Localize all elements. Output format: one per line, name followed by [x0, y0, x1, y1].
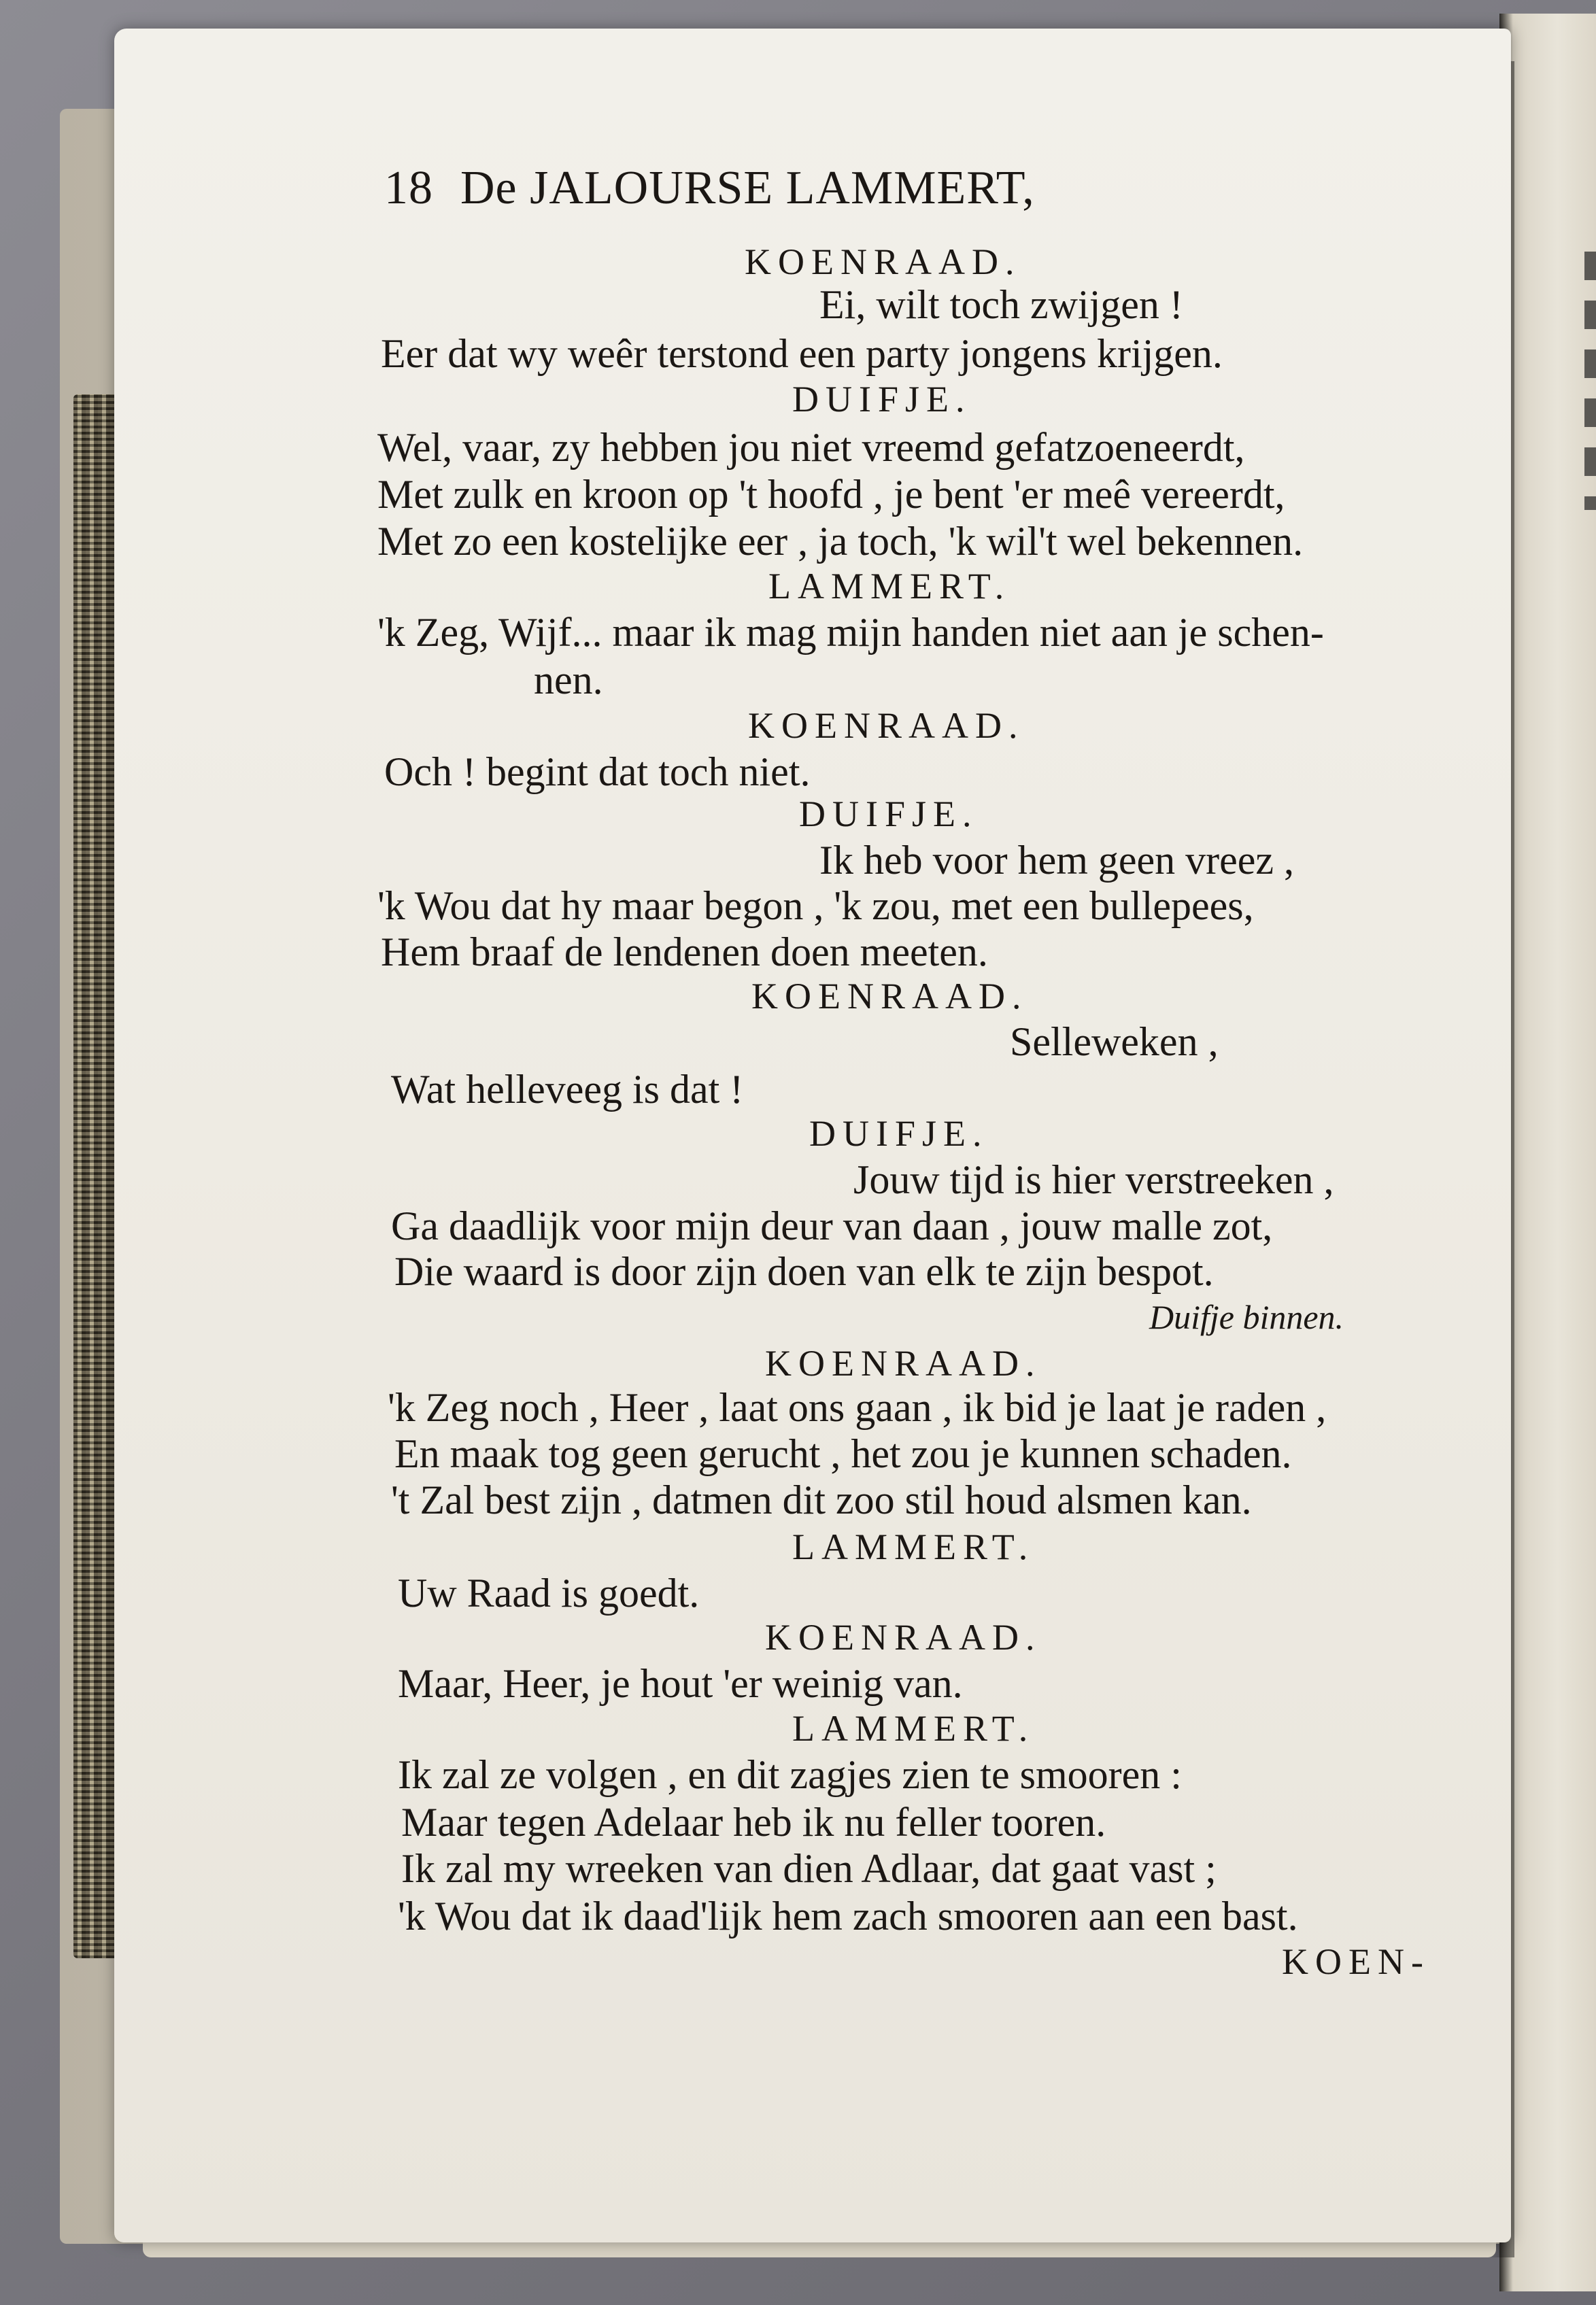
verse-line: Ei, wilt toch zwijgen !	[819, 282, 1183, 327]
verse-line: Ik zal my wreeken van dien Adlaar, dat gaat vast ;	[401, 1846, 1217, 1891]
verse-line: Met zo een kostelijke eer , ja toch, 'k wil't wel bekennen.	[377, 519, 1304, 564]
verse-line: Selleweken ,	[1010, 1019, 1219, 1064]
running-title: De JALOURSE LAMMERT,	[460, 162, 1035, 214]
verse-line: 't Zal best zijn , datmen dit zoo stil houd alsmen kan.	[391, 1478, 1252, 1522]
verse-line: Maar tegen Adelaar heb ik nu feller tooren.	[401, 1800, 1106, 1845]
speaker-duifje: DUIFJE.	[799, 793, 979, 834]
verse-line: Maar, Heer, je hout 'er weinig van.	[398, 1661, 963, 1706]
verse-line: 'k Wou dat hy maar begon , 'k zou, met een bullepees,	[377, 883, 1254, 928]
verse-line: 'k Zeg, Wijf... maar ik mag mijn handen niet aan je schen-	[377, 610, 1324, 655]
verse-line: Och ! begint dat toch niet.	[384, 749, 811, 794]
verse-line: Ga daadlijk voor mijn deur van daan , jouw malle zot,	[391, 1203, 1273, 1248]
verse-line: Die waard is door zijn doen van elk te zijn bespot.	[394, 1249, 1214, 1294]
speaker-koenraad: KOENRAAD.	[765, 1617, 1042, 1658]
facing-page-text-fragment	[1584, 252, 1596, 510]
verse-line: Ik heb voor hem geen vreez ,	[819, 838, 1295, 883]
page-number: 18	[384, 162, 433, 214]
verse-line: Wat helleveeg is dat !	[391, 1067, 744, 1112]
verse-line: 'k Zeg noch , Heer , laat ons gaan , ik bid je laat je raden ,	[388, 1385, 1327, 1430]
speaker-duifje: DUIFJE.	[809, 1113, 989, 1154]
catchword: KOEN-	[1282, 1941, 1430, 1982]
running-head	[384, 162, 1035, 214]
speaker-koenraad: KOENRAAD.	[765, 1343, 1042, 1384]
verse-line: 'k Wou dat ik daad'lijk hem zach smooren aan een bast.	[398, 1894, 1298, 1939]
stage-direction: Duifje binnen.	[1149, 1298, 1344, 1336]
speaker-duifje: DUIFJE.	[792, 379, 972, 420]
verse-line: Hem braaf de lendenen doen meeten.	[381, 929, 988, 974]
speaker-lammert: LAMMERT.	[768, 566, 1011, 607]
speaker-koenraad: KOENRAAD.	[751, 976, 1028, 1017]
verse-line: Ik zal ze volgen , en dit zagjes zien te smooren :	[398, 1752, 1182, 1797]
verse-line: nen.	[534, 658, 603, 702]
speaker-koenraad: KOENRAAD.	[745, 241, 1021, 282]
verse-line: Jouw tijd is hier verstreeken ,	[853, 1157, 1334, 1202]
speaker-lammert: LAMMERT.	[792, 1708, 1035, 1749]
verse-line: En maak tog geen gerucht , het zou je kunnen schaden.	[394, 1431, 1292, 1476]
verse-line: Met zulk en kroon op 't hoofd , je bent 'er meê vereerdt,	[377, 472, 1285, 517]
verse-line: Eer dat wy weêr terstond een party jongens krijgen.	[381, 331, 1223, 376]
verse-line: Uw Raad is goedt.	[398, 1571, 700, 1616]
speaker-lammert: LAMMERT.	[792, 1526, 1035, 1567]
speaker-koenraad: KOENRAAD.	[748, 705, 1025, 746]
verse-line: Wel, vaar, zy hebben jou niet vreemd gefatzoeneerdt,	[377, 425, 1245, 470]
